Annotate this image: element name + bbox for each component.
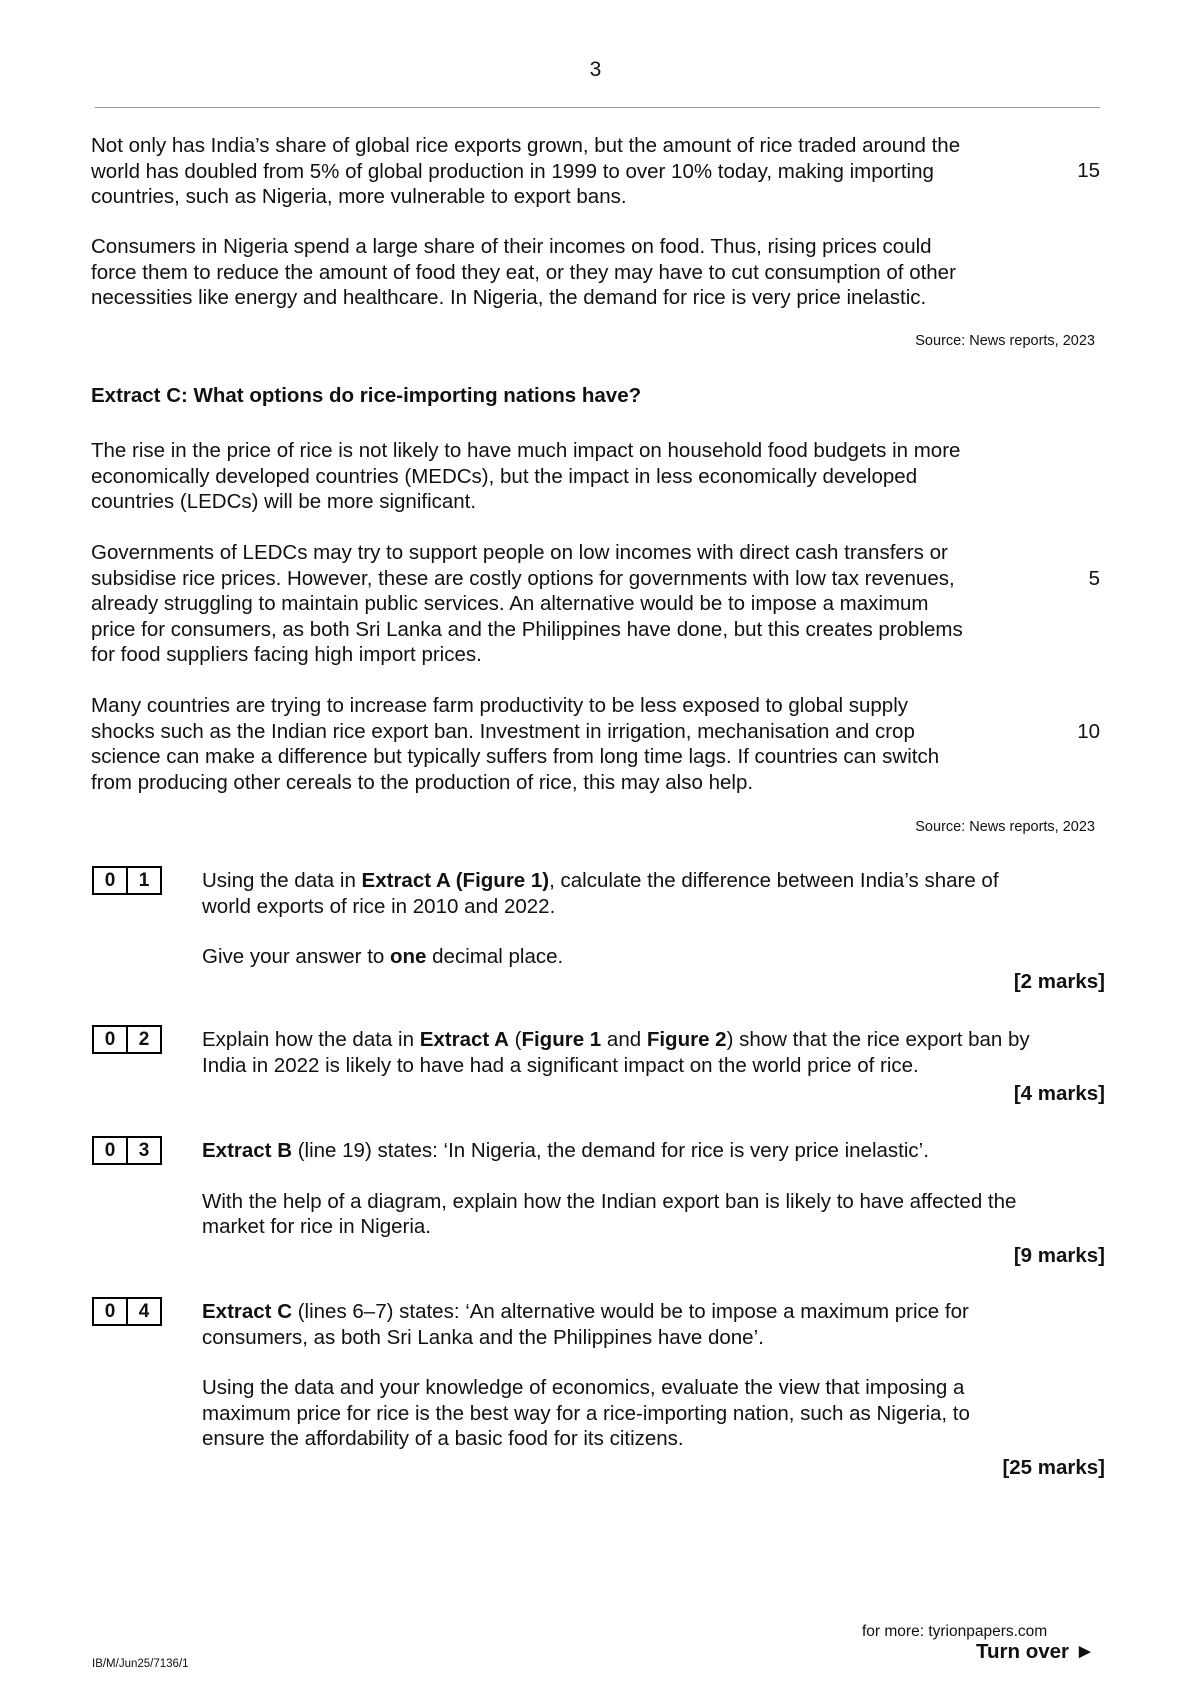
line-number: 5 [1088,567,1100,590]
extract-c-paragraph-2 [91,540,1051,668]
question-digit: 4 [126,1299,160,1324]
extract-c-source: Source: News reports, 2023 [915,819,1095,835]
question-text: ) show that the rice export ban by [726,1028,1030,1051]
marks-label: [4 marks] [1013,1082,1105,1105]
question-digit: 1 [126,868,160,893]
extract-b-source: Source: News reports, 2023 [915,333,1095,349]
emphasis-text: Extract B [202,1139,293,1162]
question-text: Give your answer to [202,945,390,968]
header-rule [95,107,1100,108]
question-digit: 0 [104,870,116,891]
line-number: 15 [1077,159,1100,182]
text-line: price for consumers, as both Sri Lanka and the Philippines have done, but this creates problems [91,617,963,641]
question-1-text [202,868,1102,970]
question-text: Explain how the data in [202,1028,420,1051]
question-text: ( [508,1028,522,1051]
text-line: from producing other cereals to the production of rice, this may also help. [91,770,754,794]
page-number: 3 [589,58,602,81]
marks-label: [2 marks] [1013,970,1105,993]
text-line: subsidise rice prices. However, these are costly options for governments with low tax revenues, [91,566,955,590]
text-line: countries (LEDCs) will be more significant. [91,490,477,513]
question-text: ensure the affordability of a basic food for its citizens. [202,1427,684,1450]
question-text: decimal place. [426,945,564,968]
line-number: 10 [1077,720,1100,743]
extract-c-heading: Extract C: What options do rice-importing nations have? [91,384,642,407]
question-text: Using the data and your knowledge of economics, evaluate the view that imposing a [202,1376,965,1399]
text-line: force them to reduce the amount of food they eat, or they may have to cut consumption of other [91,260,956,284]
question-text: market for rice in Nigeria. [202,1215,431,1238]
question-text: , calculate the difference between India’s share of [549,869,999,892]
question-text: consumers, as both Sri Lanka and the Philippines have done’. [202,1325,764,1349]
emphasis-text: Extract C [202,1300,293,1323]
question-text: India in 2022 is likely to have had a significant impact on the world price of rice. [202,1053,919,1077]
question-digit: 2 [126,1027,160,1052]
emphasis-text: one [390,945,427,968]
question-digit: 0 [104,1029,116,1050]
extract-b-paragraph-1 [91,133,1051,210]
marks-label: [9 marks] [1013,1244,1105,1267]
extract-b-paragraph-2 [91,234,1051,311]
extract-c-paragraph-3 [91,693,1051,795]
question-digit: 0 [104,1301,116,1322]
question-number-box [92,866,162,895]
text-line: for food suppliers facing high import prices. [91,643,482,666]
turn-over-label: Turn over ► [975,1640,1095,1663]
question-text: (lines 6–7) states: ‘An alternative would be to impose a maximum price for [292,1300,969,1323]
marks-label: [25 marks] [1002,1456,1105,1479]
question-number-box [92,1136,162,1165]
question-digit: 3 [126,1138,160,1163]
text-line: already struggling to maintain public services. An alternative would be to impose a maximum [91,592,929,615]
text-line: economically developed countries (MEDCs), but the impact in less economically developed [91,464,918,488]
text-line: necessities like energy and healthcare. In Nigeria, the demand for rice is very price inelastic. [91,286,927,309]
question-number-box [92,1025,162,1054]
question-text: and [601,1028,647,1051]
text-line: Many countries are trying to increase farm productivity to be less exposed to global supply [91,694,908,717]
footer-website: for more: tyrionpapers.com [862,1623,1048,1640]
question-text: world exports of rice in 2010 and 2022. [202,894,556,918]
text-line: world has doubled from 5% of global production in 1999 to over 10% today, making importing [91,159,934,183]
extract-c-paragraph-1 [91,438,1051,515]
question-text: maximum price for rice is the best way for a rice-importing nation, such as Nigeria, to [202,1401,970,1425]
text-line: Governments of LEDCs may try to support people on low incomes with direct cash transfers or [91,541,948,564]
question-text: Using the data in [202,869,362,892]
paper-code: IB/M/Jun25/7136/1 [92,1658,189,1670]
text-line: science can make a difference but typically suffers from long time lags. If countries can switch [91,745,940,768]
emphasis-text: Extract A [419,1028,509,1051]
text-line: Not only has India’s share of global rice exports grown, but the amount of rice traded around the [91,134,961,157]
question-number-box [92,1297,162,1326]
question-2-text [202,1027,1102,1078]
text-line: Consumers in Nigeria spend a large share of their incomes on food. Thus, rising prices could [91,235,932,258]
question-3-text [202,1138,1102,1240]
text-line: The rise in the price of rice is not likely to have much impact on household food budgets in more [91,439,961,462]
emphasis-text: Figure 1 [521,1028,602,1051]
emphasis-text: Figure 2 [646,1028,727,1051]
question-digit: 0 [104,1140,116,1161]
text-line: shocks such as the Indian rice export ban. Investment in irrigation, mechanisation and crop [91,719,915,743]
text-line: countries, such as Nigeria, more vulnerable to export bans. [91,185,627,208]
emphasis-text: Extract A (Figure 1) [361,869,550,892]
question-text: With the help of a diagram, explain how the Indian export ban is likely to have affected the [202,1189,1017,1213]
question-4-text [202,1299,1102,1452]
question-text: (line 19) states: ‘In Nigeria, the demand for rice is very price inelastic’. [292,1139,929,1162]
